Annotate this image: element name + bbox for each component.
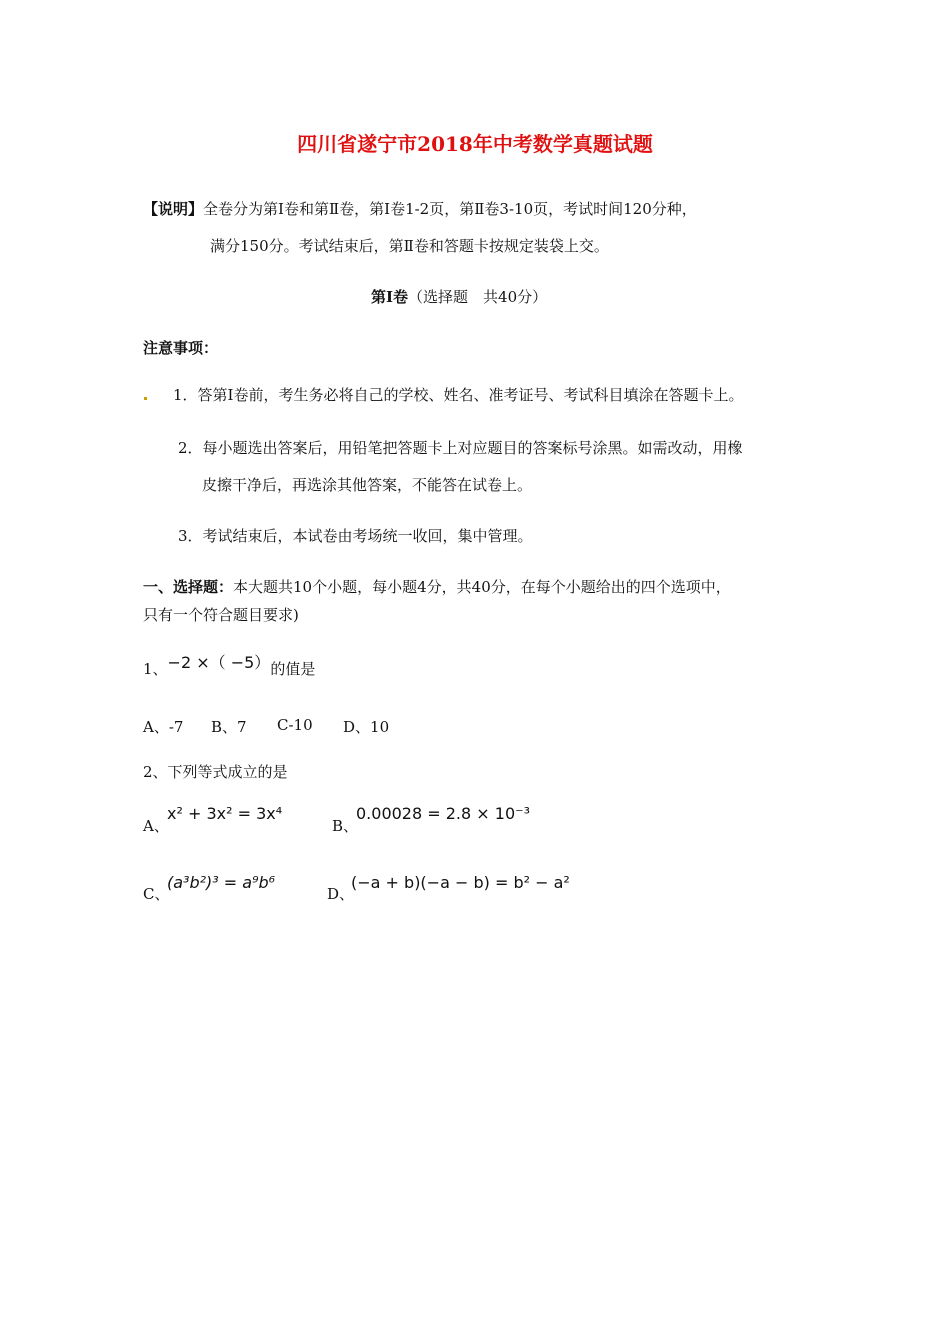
note-text-1: 全卷分为第Ⅰ卷和第Ⅱ卷，第Ⅰ卷1-2页，第Ⅱ卷3-10页，考试时间120分种， <box>203 200 697 218</box>
q1-option-b: B、7 <box>211 718 247 736</box>
notice-item-2-line1: 2．每小题选出答案后，用铅笔把答题卡上对应题目的答案标号涂黑。如需改动，用橡 <box>178 439 743 457</box>
q2-option-d-expr: (−a + b)(−a − b) = b² − a² <box>351 873 570 892</box>
q2-option-b-label: B、 <box>332 817 359 835</box>
part-one-label: 第Ⅰ卷 <box>371 288 409 306</box>
q2-option-c-expr: (a³b²)³ = a⁹b⁶ <box>167 873 276 892</box>
q1-suffix: 的值是 <box>270 660 316 678</box>
q2-option-a-label: A、 <box>143 817 169 835</box>
q1-option-c: C-10 <box>277 716 313 734</box>
q2-option-b-expr: 0.00028 = 2.8 × 10⁻³ <box>356 804 530 823</box>
q2-option-c-label: C、 <box>143 885 170 903</box>
q1-option-d: D、10 <box>343 718 390 736</box>
section-one-heading <box>143 576 731 597</box>
notice-heading: 注意事项： <box>143 339 219 357</box>
notice-item-2-line2: 皮擦干净后，再选涂其他答案，不能答在试卷上。 <box>202 476 533 494</box>
q1-option-a: A、-7 <box>143 718 184 736</box>
part-one-desc: （选择题 共40分） <box>408 288 548 306</box>
notice-item-3: 3．考试结束后，本试卷由考场统一收回，集中管理。 <box>178 527 533 545</box>
note-label: 【说明】 <box>143 200 204 218</box>
q2-option-d-label: D、 <box>327 885 355 903</box>
part-one-heading <box>371 286 547 307</box>
q2-option-a-expr: x² + 3x² = 3x⁴ <box>167 804 283 823</box>
section-one-label: 一、选择题： <box>143 578 234 596</box>
stray-mark <box>144 397 147 400</box>
question-1 <box>143 653 316 679</box>
q1-expression: −2 ×（ −5） <box>167 653 271 672</box>
section-one-desc-line2: 只有一个符合题目要求) <box>143 606 299 624</box>
q1-number: 1、 <box>143 660 168 678</box>
section-one-desc: 本大题共10个小题，每小题4分，共40分，在每个小题给出的四个选项中， <box>233 578 731 596</box>
note-text-2: 满分150分。考试结束后，第Ⅱ卷和答题卡按规定装袋上交。 <box>210 237 609 255</box>
page-title: 四川省遂宁市2018年中考数学真题试题 <box>297 132 653 156</box>
exam-description-line1 <box>143 198 697 219</box>
notice-item-1: 1．答第Ⅰ卷前，考生务必将自己的学校、姓名、准考证号、考试科目填涂在答题卡上。 <box>173 386 744 404</box>
question-2-stem: 2、下列等式成立的是 <box>143 763 288 781</box>
